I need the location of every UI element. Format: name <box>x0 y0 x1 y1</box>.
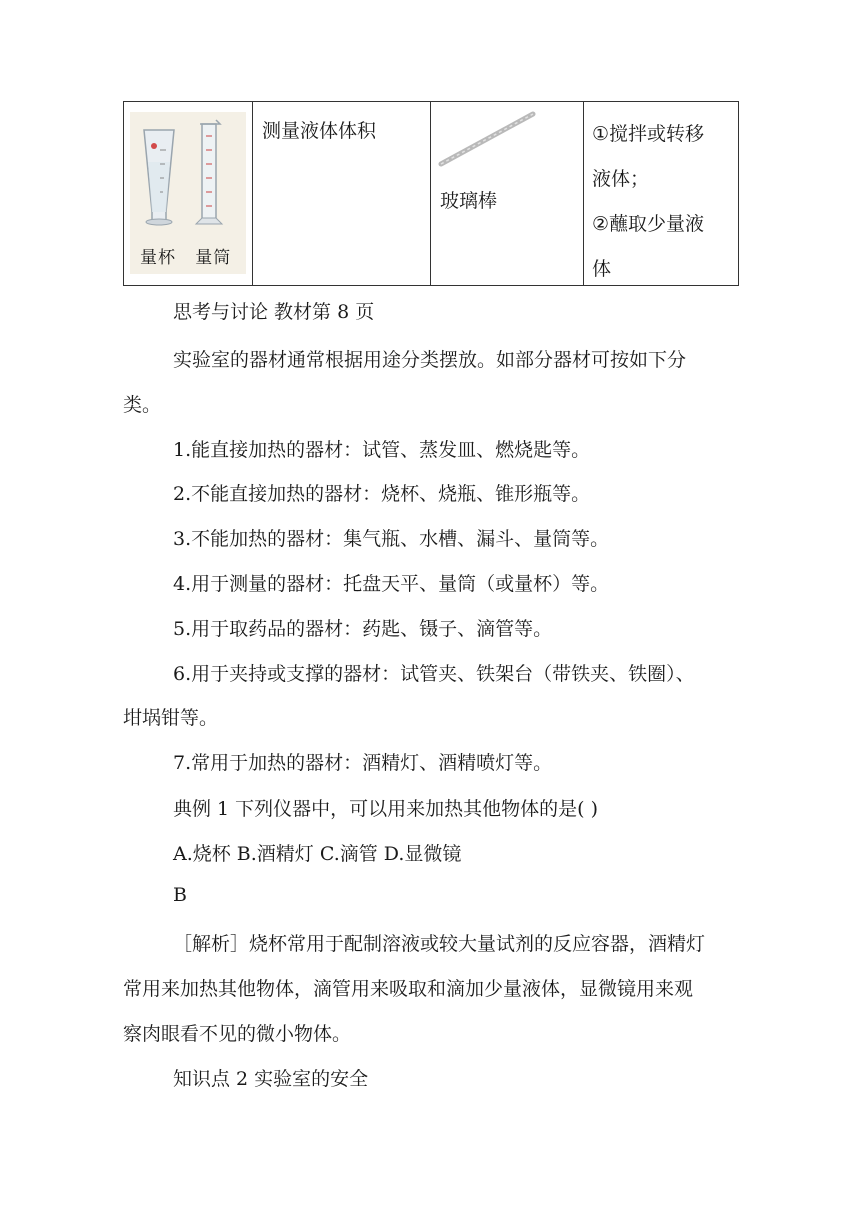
glass-rod-icon <box>437 108 537 172</box>
measuring-cylinder-caption: 量筒 <box>195 248 232 268</box>
example-question: 典例 1 下列仪器中，可以用来加热其他物体的是( ) <box>173 798 599 820</box>
analysis-line: 常用来加热其他物体，滴管用来吸取和滴加少量液体，显微镜用来观 <box>123 978 694 1000</box>
measuring-cup-cylinder-image-cell <box>124 102 253 286</box>
analysis-line: 察肉眼看不见的微小物体。 <box>123 1023 352 1045</box>
discussion-title: 思考与讨论 教材第 8 页 <box>173 301 375 323</box>
answer: B <box>173 884 187 906</box>
instrument-table <box>123 101 739 286</box>
list-item: 4.用于测量的器材：托盘天平、量筒（或量杯）等。 <box>173 573 610 595</box>
use-cell <box>253 102 431 286</box>
list-item: 7.常用于加热的器材：酒精灯、酒精喷灯等。 <box>173 752 553 774</box>
list-item: 5.用于取药品的器材：药匙、镊子、滴管等。 <box>173 618 553 640</box>
function-cell <box>584 102 739 286</box>
function-line: ①搅拌或转移 <box>592 123 705 145</box>
measuring-cup-caption: 量杯 <box>140 248 176 268</box>
use-text: 测量液体体积 <box>262 120 377 142</box>
list-item: 2.不能直接加热的器材：烧杯、烧瓶、锥形瓶等。 <box>173 483 591 505</box>
glass-rod-cell <box>431 102 584 286</box>
knowledge-point-heading: 知识点 2 实验室的安全 <box>173 1068 369 1090</box>
function-line: 液体； <box>592 168 650 190</box>
list-item: 6.用于夹持或支撑的器材：试管夹、铁架台（带铁夹、铁圈）、 <box>173 663 695 685</box>
intro-paragraph-line: 实验室的器材通常根据用途分类摆放。如部分器材可按如下分 <box>173 349 687 371</box>
intro-paragraph-line: 类。 <box>123 394 162 416</box>
analysis-line: ［解析］烧杯常用于配制溶液或较大量试剂的反应容器，酒精灯 <box>173 933 706 955</box>
function-line: ②蘸取少量液 <box>592 213 705 235</box>
list-item: 3.不能加热的器材：集气瓶、水槽、漏斗、量筒等。 <box>173 528 610 550</box>
instrument-name: 玻璃棒 <box>440 190 498 212</box>
image-caption <box>140 243 231 268</box>
example-options: A.烧杯 B.酒精灯 C.滴管 D.显微镜 <box>173 843 462 865</box>
function-line: 体 <box>592 258 612 280</box>
measuring-cup-cylinder-image <box>130 112 246 274</box>
list-item: 1.能直接加热的器材：试管、蒸发皿、燃烧匙等。 <box>173 439 591 461</box>
list-item: 坩埚钳等。 <box>123 707 219 729</box>
